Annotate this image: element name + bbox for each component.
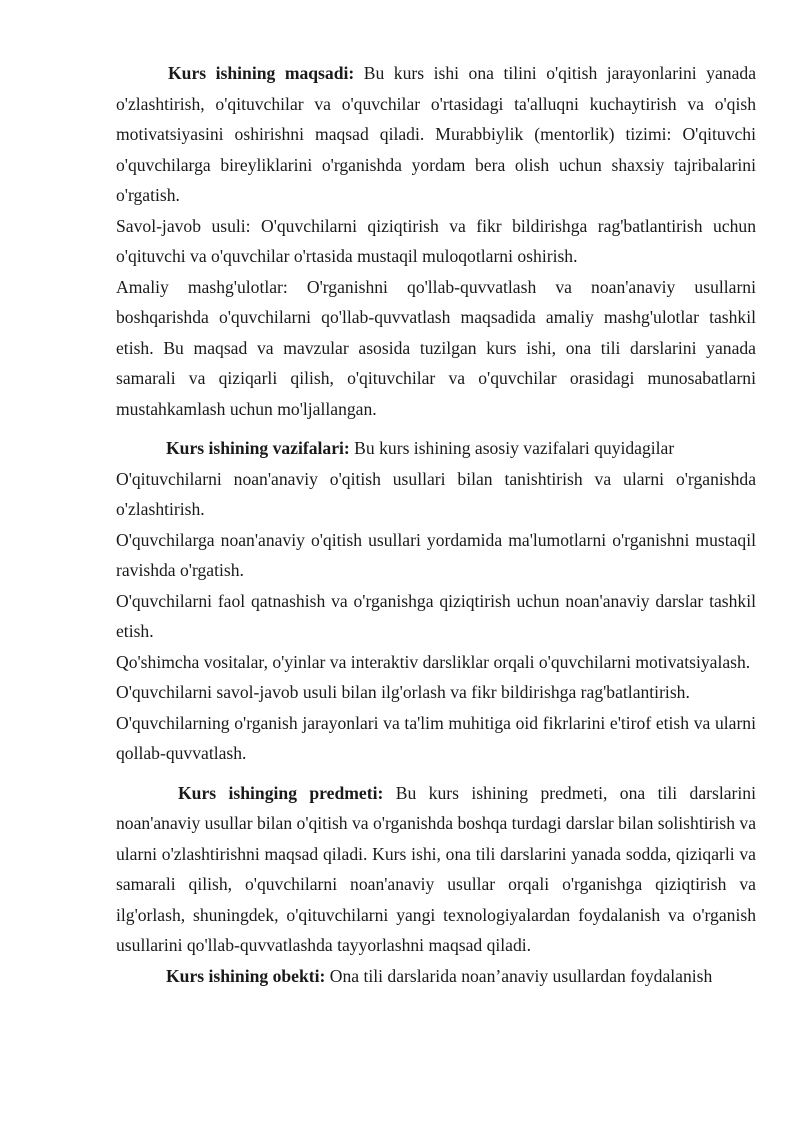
obekti-paragraph (116, 961, 756, 992)
predmeti-lead-text: Bu kurs ishining predmeti, ona tili darslarini noan'anaviy usullar bilan o'qitish va o'rganishda boshqa turdagi darslar bilan solishtirish va ularni o'zlashtirishni maqsad qiladi. Kurs ishi, ona tili darslarini yanada sodda, qiziqarli va samarali qilish, o'quvchilarni noan'anaviy usullar orqali o'rganishga qiziqtirish va ilg'orlash, shuningdek, o'qituvchilarni yangi texnologiyalardan foydalanish va o'rganish usullarini qo'llab-quvvatlashda tayyorlashni maqsad qiladi. (116, 782, 756, 955)
document-page (116, 58, 756, 991)
obekti-heading: Kurs ishining obekti: (166, 965, 326, 986)
maqsadi-heading: Kurs ishining maqsadi: (168, 63, 355, 83)
predmeti-heading: Kurs ishinging predmeti: (178, 782, 384, 803)
savol-javob-paragraph: Savol-javob usuli: O'quvchilarni qiziqtirish va fikr bildirishga rag'batlantirish uchun o'qituvchi va o'quvchilar o'rtasida mustaqil muloqotlarni oshirish. (116, 215, 756, 266)
amaliy-paragraph: Amaliy mashg'ulotlar: O'rganishni qo'llab-quvvatlash va noan'anaviy usullarni boshqarishda o'quvchilarni qo'llab-quvvatlash maqsadida amaliy mashg'ulotlar tashkil etish. Bu maqsad va mavzular asosida tuzilgan kurs ishi, ona tili darslarini yanada samarali va qiziqarli qilish, o'qituvchilar va o'quvchilar orasidagi munosabatlarni mustahkamlash uchun mo'ljallangan. (116, 276, 756, 419)
predmeti-paragraph (116, 778, 756, 961)
vazifa-item: O'quvchilarni faol qatnashish va o'rganishga qiziqtirish uchun noan'anaviy darslar tashkil etish. (116, 590, 756, 641)
vazifa-item: O'quvchilarni savol-javob usuli bilan ilg'orlash va fikr bildirishga rag'batlantirish. (116, 682, 690, 702)
vazifa-item: Qo'shimcha vositalar, o'yinlar va interaktiv darsliklar orqali o'quvchilarni motivatsiyalash. (116, 651, 751, 672)
obekti-lead-text: Ona tili darslarida noan’anaviy usullardan foydalanish (325, 965, 713, 986)
vazifalari-lead-text: Bu kurs ishining asosiy vazifalari quyidagilar (349, 438, 675, 458)
vazifa-item: O'quvchilarning o'rganish jarayonlari va ta'lim muhitiga oid fikrlarini e'tirof etish va ularni qollab-quvvatlash. (116, 712, 756, 763)
vazifalari-paragraph (116, 433, 756, 464)
vazifa-item: O'quvchilarga noan'anaviy o'qitish usullari yordamida ma'lumotlarni o'rganishni mustaqil ravishda o'rgatish. (116, 529, 756, 580)
maqsadi-paragraph (116, 58, 756, 211)
maqsadi-lead-text: Bu kurs ishi ona tilini o'qitish jarayonlarini yanada o'zlashtirish, o'qituvchilar va o'quvchilar o'rtasidagi ta'alluqni kuchaytirish va o'qish motivatsiyasini oshirishni maqsad qiladi. Murabbiylik (mentorlik) tizimi: O'qituvchi o'quvchilarga bireyliklarini o'rganishda yordam bera olish uchun shaxsiy tajribalarini o'rgatish. (116, 63, 756, 205)
vazifalari-heading: Kurs ishining vazifalari: (166, 438, 350, 458)
vazifa-item: O'qituvchilarni noan'anaviy o'qitish usullari bilan tanishtirish va ularni o'rganishda o'zlashtirish. (116, 468, 756, 519)
